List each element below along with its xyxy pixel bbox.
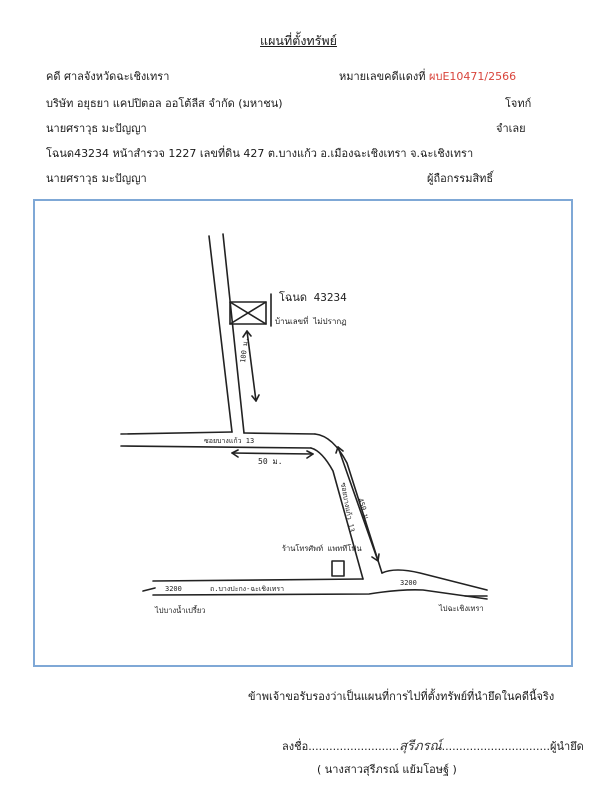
certify-statement: ข้าพเจ้าขอรับรองว่าเป็นแผนที่การไปที่ตั้งทรัพย์ที่นำยึดในคดีนี้จริง xyxy=(248,690,555,703)
owner-name: นายศราวุธ มะปัญญา xyxy=(46,172,147,185)
vertical-road-right-edge xyxy=(223,234,244,433)
sign-dots-right: ............................... xyxy=(441,740,551,753)
location-map xyxy=(35,201,571,665)
case-number-label: หมายเลขคดีแดงที่ xyxy=(339,70,426,83)
diagonal-road-inner xyxy=(311,448,363,579)
to-right-label: ไปฉะเชิงเทรา xyxy=(439,604,484,613)
owner-role: ผู้ถือกรรมสิทธิ์ xyxy=(427,172,494,185)
soi-13-label: ซอยบางแก้ว 13 xyxy=(204,437,255,445)
sign-dots-left: .......................... xyxy=(308,740,400,753)
signer-name: ( นางสาวสุรีภรณ์ แย้มโอษฐ์ ) xyxy=(317,763,457,776)
dist-50-label: 50 ม. xyxy=(258,457,283,466)
dist-50-arrow xyxy=(232,453,313,454)
defendant-role: จำเลย xyxy=(496,122,526,135)
to-left-label: ไปบางน้ำเปรี้ยว xyxy=(155,606,206,615)
landmark-label: ร้านโทรศัพท์ แพททีโฟน xyxy=(282,544,362,553)
main-road-bottom-edge xyxy=(153,590,487,599)
dist-100-label: 100 ม. xyxy=(239,336,251,364)
km-right-label: 3200 xyxy=(400,579,417,587)
plaintiff-role: โจทก์ xyxy=(505,97,532,110)
map-frame xyxy=(33,199,573,667)
page-title: แผนที่ตั้งทรัพย์ xyxy=(260,33,337,48)
property-description: โฉนด43234 หน้าสำรวจ 1227 เลขที่ดิน 427 ต.บางแก้ว อ.เมืองฉะเชิงเทรา จ.ฉะเชิงเทรา xyxy=(46,147,474,160)
landmark-marker xyxy=(332,561,344,576)
sign-label: ลงชื่อ xyxy=(282,740,309,753)
signature-line xyxy=(282,740,584,754)
court-name: คดี ศาลจังหวัดฉะเชิงเทรา xyxy=(46,70,170,83)
case-number xyxy=(339,70,516,84)
deed-label: โฉนด 43234 xyxy=(279,291,347,304)
plaintiff-name: บริษัท อยุธยา แคปปิตอล ออโต้ลีส จำกัด (มหาชน) xyxy=(46,97,283,110)
property-marker-cross xyxy=(230,302,266,324)
defendant-name: นายศราวุธ มะปัญญา xyxy=(46,122,147,135)
signature: สุรีภรณ์ xyxy=(399,739,442,754)
soi-13-b-label: ซอยบางแก้ว 13 xyxy=(339,481,356,533)
vertical-road-left-edge xyxy=(209,236,232,432)
main-road-top-edge xyxy=(153,570,487,590)
sign-role: ผู้นำยึด xyxy=(550,740,584,753)
left-direction-arrow xyxy=(143,588,155,591)
case-number-value: ผบE10471/2566 xyxy=(429,70,517,83)
soi-road-bottom-edge xyxy=(121,446,311,448)
km-left-label: 3200 xyxy=(165,585,182,593)
soi-road-top-edge xyxy=(121,432,315,434)
house-label: บ้านเลขที่ ไม่ปรากฏ xyxy=(275,317,347,326)
dist-450-label: 450 ม. xyxy=(356,497,372,525)
main-road-label: ถ.บางปะกง-ฉะเชิงเทรา xyxy=(210,585,285,593)
